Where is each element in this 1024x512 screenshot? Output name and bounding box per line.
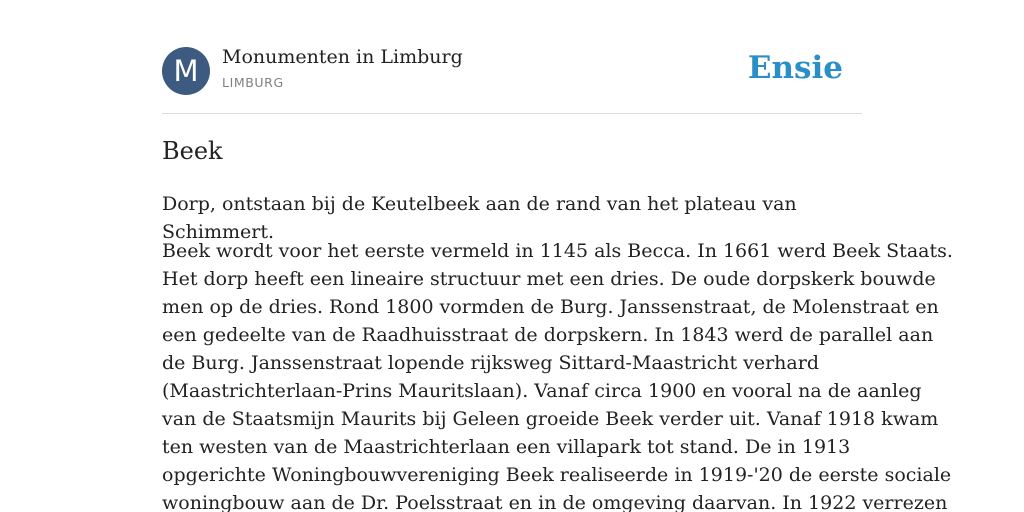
collection-subtitle: LIMBURG [222, 75, 284, 90]
body-line: Het dorp heeft een lineaire structuur met een dries. De oude dorpskerk bouwde [162, 268, 936, 290]
page [162, 0, 953, 512]
body-line: woningbouw aan de Dr. Poelsstraat en in de omgeving daarvan. In 1922 verrezen [162, 492, 948, 512]
entry-headword: Beek [162, 137, 223, 165]
body-line: een gedeelte van de Raadhuisstraat de dorpskern. In 1843 werd de parallel aan [162, 324, 934, 346]
collection-avatar[interactable]: M [162, 47, 210, 95]
body-line: opgerichte Woningbouwvereniging Beek realiseerde in 1919-'20 de eerste sociale [162, 464, 952, 486]
collection-title-link[interactable]: Monumenten in Limburg [222, 46, 463, 68]
body-line: (Maastrichterlaan-Prins Mauritslaan). Vanaf circa 1900 en vooral na de aanleg [162, 380, 922, 402]
body-line: de Burg. Janssenstraat lopende rijksweg Sittard-Maastricht verhard [162, 352, 819, 374]
body-line: van de Staatsmijn Maurits bij Geleen groeide Beek verder uit. Vanaf 1918 kwam [162, 408, 939, 430]
body-line: men op de dries. Rond 1800 vormden de Burg. Janssenstraat, de Molenstraat en [162, 296, 939, 318]
entry-intro: Dorp, ontstaan bij de Keutelbeek aan de rand van het plateau van Schimmert. [162, 193, 797, 243]
header [162, 0, 862, 114]
entry-body [162, 237, 953, 512]
ensie-logo-link[interactable]: Ensie [747, 50, 843, 86]
body-line: ten westen van de Maastrichterlaan een villapark tot stand. De in 1913 [162, 436, 851, 458]
body-line: Beek wordt voor het eerste vermeld in 1145 als Becca. In 1661 werd Beek Staats. [162, 240, 953, 262]
